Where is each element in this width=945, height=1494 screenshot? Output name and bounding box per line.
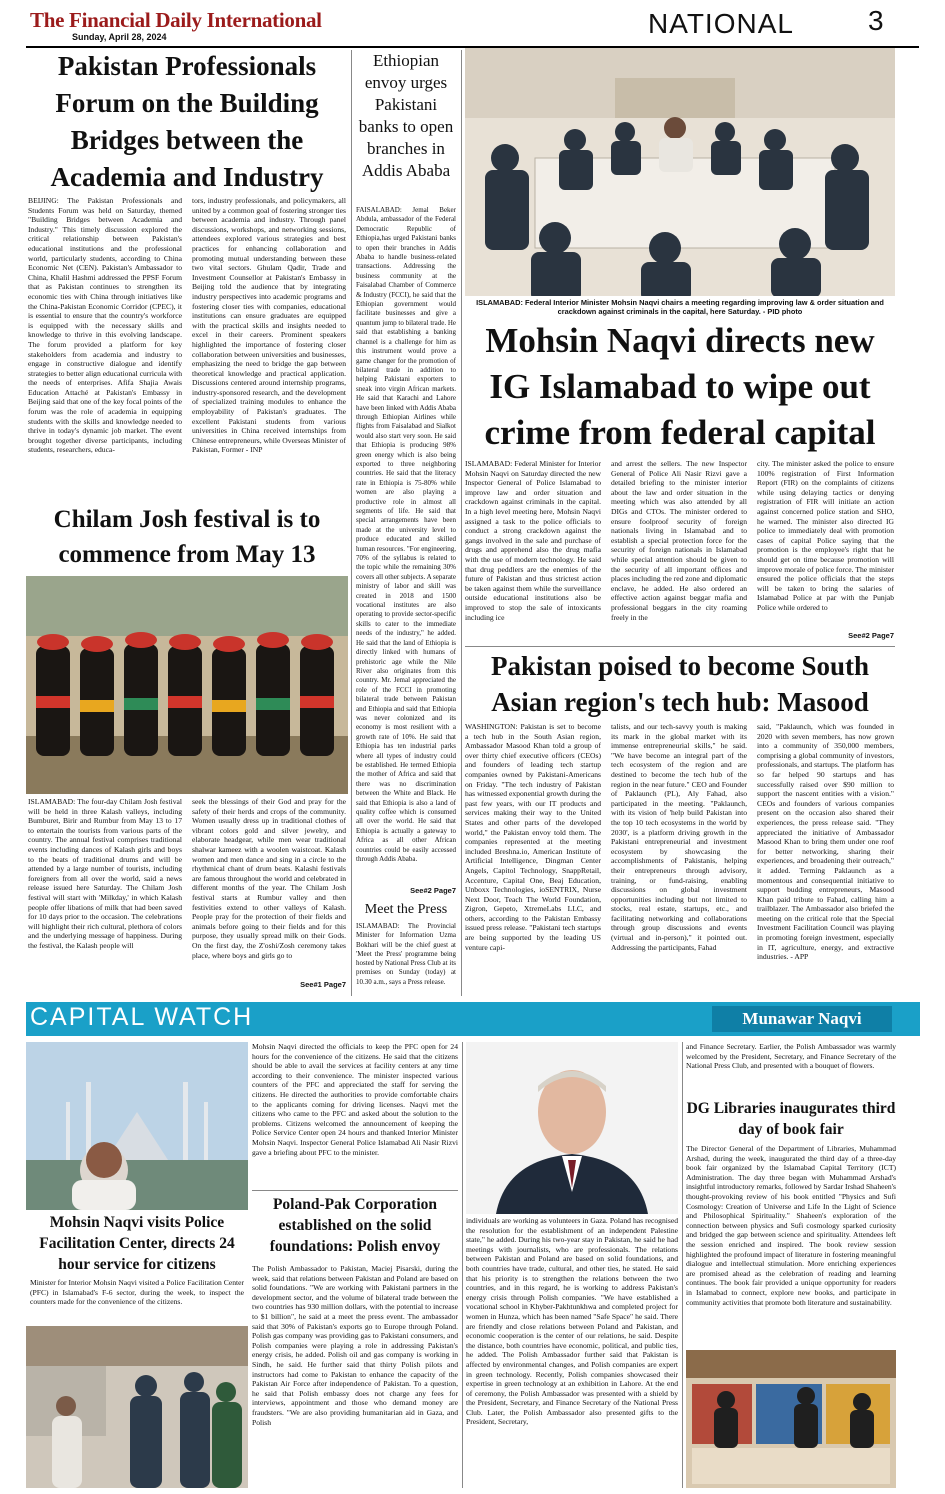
- pfc-body: Mohsin Naqvi directed the officials to keep the PFC open for 24 hours for the convenience of the citizens. He said that the citizens should be able to avail the services at facility centers at any time according to their convenience. The minister inspected various counters of the PFC and appreciated the staff for serving the citizens. He directed the authorities to provide comfortable chairs to the applicants coming for driving licenses. Naqvi met the citizens who came to the PFC and asked about the solution to the problems. Citizens welcomed the announcement of keeping the Police Service Center open 24 hours and thanked Interior Minister Mohsin Naqvi. Inspector General Police Islamabad Ali Nasir Rizvi gave a briefing about PFC to the minister.: [252, 1042, 458, 1157]
- naqvi-col-2: and arrest the sellers. The new Inspector General of Police Ali Nasir Rizvi gave a detailed briefing to the minister interior about the law and order situation in the meeting which was also attended by all DIGs and CTOs. The minister ordered to ensure foolproof security of foreign nationals living in Islamabad and to establish a special protection force for the security of foreign nationals in Islamabad while special attention should be given to the security of all important offices and places including the red zone and diplomatic enclave, he added. He also ordered an effective action against beggar mafia and professional beggars in the city roaming freely in the: [611, 459, 747, 622]
- masood-col-3: said, "Paklaunch, which was founded in 2020 with seven members, has now grown into a community of 350,000 members, comprising a global community of investors, professionals, and startups. The platform has so far helped 90 startups and has successfully raised over $90 million to support the nascent entities with a vision." CEOs and founders of various companies present on the occasion also shared their experiences, the press release said. "They appreciated the initiative of Ambassador Masood Khan to bring them under one roof for better networking, sharing their experiences, and broadening their outreach," it added. Terming Paklaunch as a momentous and consequential initiative to support budding entrepreneurs, Masood Khan paid tribute to Fahad, calling him a trailblazer. The Ambassador also briefed the meeting on the critical role that the Special Investment Facilitation Council was playing in promoting foreign investment, especially in IT, agriculture, energy, and extractive industries. - APP: [757, 722, 894, 962]
- kalash-festival-photo: [26, 576, 348, 794]
- interior-meeting-caption: ISLAMABAD: Federal Interior Minister Mohsin Naqvi chairs a meeting regarding improving law & order situation and crackdown against criminals in the capital, here Saturday. - PID photo: [476, 298, 884, 316]
- section-name: NATIONAL: [648, 8, 794, 39]
- poland-col-1: The Polish Ambassador to Pakistan, Maciej Pisarski, during the week, said that relations between Pakistan and Poland are based on solid foundations. "We are working with Pakistani partners in the development sector, and the volume of bilateral trade between the two countries has 930 million dollars, with the potential to increase to $1 billion", he said at a meet the press event. The ambassador said that 30% of Pakistan's exports go to Europe through Poland. Polish gas company was providing gas to Pakistani consumers, and Polish companies were playing a role in addressing Pakistan's energy crisis, he added. Polish oil and gas company is working in Sindh, he said. He further said that thirty Polish pilots and instructors had come to Pakistan to enhance the capacity of the Pakistan Air Force after independence of Pakistan. To a question, he said that Polish embassy does not charge any fees for interviews, appointment and those who demand money are fraudsters. "We are also providing humanitarian aid in Gaza, and Polish: [252, 1264, 458, 1427]
- interior-meeting-photo: [465, 48, 895, 296]
- polish-ambassador-photo: [466, 1042, 678, 1214]
- poland-col-3: and Finance Secretary. Earlier, the Polish Ambassador was warmly welcomed by the President, Secretary, and Finance Secretary of the National Press Club, and presented with a bouquet of flowers.: [686, 1042, 896, 1071]
- issue-date: Sunday, April 28, 2024: [72, 32, 167, 42]
- libraries-headline: DG Libraries inaugurates third day of book fair: [686, 1100, 896, 1138]
- column-divider: [461, 50, 462, 996]
- naqvi-col-3: city. The minister asked the police to ensure 100% registration of First Information Report (FIR) on the complaints of citizens while using delaying tactics or denying registration of FIR will initiate an action against concerned police station and SHO, he warned. The minister also directed IG police to immediately deal with promotion cases of capital Police saying that the promotion is the employee's right that he should get on time because promotion will improve morale of police force. The minister ensured the police officials that the steps will be taken to bring the salaries of Islamabad Police at par with the Punjab Police while ordered to: [757, 459, 894, 612]
- pfc-intro: Minister for Interior Mohsin Naqvi visited a Police Facilitation Center (PFC) in Islamabad's F-6 sector, during the week, to inspect the counters made for the convenience of the citizens.: [30, 1278, 244, 1307]
- chilam-continued: See#1 Page7: [300, 980, 346, 989]
- chilam-col-2: seek the blessings of their God and pray for the safety of their herds and crops of the community. Women usually dress up in traditional clothes of vibrant colors gold and silver jewelry, and elaborate headgear, while men wear traditional shalwar kameez with a woolen waistcoat. Kalash women and men dance and sing in a circle to the rhythmical chant of drum beats. Kalashi festivals are famous throughout the world and celebrated in different months of the year. The Chilam Josh festival starts at Rumbur valley and then festivities extend to other valleys of Kalash. People pray for the protection of their fields and animals before going to their fields and for this purpose, they usually spread milk on their Gods. On the first day, the Z'oshi/Zosh ceremony takes place, where boys and girls go to: [192, 797, 346, 960]
- story-divider: [465, 646, 895, 647]
- masood-col-2: talists, and our tech-savvy youth is making its mark in the global market with its immense entrepreneurial skills," he said. "We have become an integral part of the tech ecosystem of the region and are destined to become the tech hub of the region in the near future." CEO and Founder of Paklaunch (PL), Aly Fahad, also participated in the meeting. "Paklaunch, with its vision of 'help build Pakistan into the top 10 tech ecosystems in the world by 2030', is a platform driving growth in the Pakistani entrepreneurial and investment ecosystem by showcasing the accomplishments of Pakistanis, helping their entrepreneurs through advisory, training, or fund-raising, enabling discussions on global investment opportunities including but not limited to stocks, real estate, startups, etc., and facilitating networking and collaborations through group discussions and events (virtual and in-person)," it pointed out. Addressing the participants, Fahad: [611, 722, 747, 952]
- forum-col-2: tors, industry professionals, and policymakers, all united by a common goal of fostering stronger ties between academia and industry. Through panel discussions, workshops, and networking sessions, attendees explored various strategies and best practices for enhancing collaboration and promoting mutual understanding between these two vital sectors. Ghulam Qadir, Trade and Investment Counsellor at Pakistan's Embassy in Beijing told the audience that by integrating industry perspectives into academic programs and fostering closer ties with companies, educational institutions can ensure graduates are equipped with the practical skills and insights needed to excel in their careers. Prominent speakers highlighted the importance of fostering closer collaboration between universities and businesses, emphasizing the need to bridge the gap between theoretical knowledge and practical application. Discussions centered around internship programs, industry-sponsored research, and the development of specialized training modules to enhance the employability of Pakistan's graduates. The excellent Pakistani students from various universities in China received internships from Chinese entrepreneurs, while Overseas Minister of Pakistan, Former - INP: [192, 196, 346, 455]
- libraries-body: The Director General of the Department of Libraries, Muhammad Arshad, during the week, inaugurated the third day of a three-day book fair organized by the Islamabad Capital Territory (ICT) Administration. The day three began with Muhammad Arshad's insightful introductory remarks, followed by Sardar Irshad Shaheen's thought-provoking review of his book entitled "Physics and Sufi Cosmology: Creation of Universe and Life In the Light of Science and Philosophical Spirituality." Shaheen's exploration of the connection between physics and Sufi cosmology sparked curiosity and bridged the gap between science and spirituality. Attendees left the session enriched and inspired. The book review session highlighted the profound impact of literature in fostering meaningful dialogue and intellectual stimulation. More enriching experiences are promised ahead as the celebration of reading and learning continues. The book fair provided a unique opportunity for readers in Islamabad to connect, explore new books, and participate in community activities that promote both literature and sustainability.: [686, 1144, 896, 1307]
- columnist-name: Munawar Naqvi: [712, 1006, 892, 1032]
- pfc-headline: Mohsin Naqvi visits Police Facilitation Center, directs 24 hour service for citizens: [39, 1214, 235, 1273]
- pfc-visit-photo: [26, 1326, 248, 1488]
- forum-col-1: BEIJING: The Pakistan Professionals and Students Forum was held on Saturday, themed "Building Bridges between Academia and Industry." This timely discussion explored the critical relationship between Pakistan's educational institutions and the professional world, particularly students, according to China Economic Net (CEN). Pakistan's Ambassador to China, Khalil Hashmi addressed the PPSF Forum that as Pakistan continues to strengthen its economic ties with China through initiatives like the China-Pakistan Economic Corridor (CPEC), it is essential to ensure that the country's workforce is equipped with the necessary skills and knowledge to thrive in this evolving landscape. The forum provided a platform for key stakeholders from academia and industry to engage in constructive dialogue and identify strategies to better align educational curricula with the needs of enterprises. Afifa Shajia Awais Education Attaché at Pakistan's Embassy in Beijing said that one of the key focal points of the forum was the role of academia in equipping students with the skills and knowledge needed to thrive in today's dynamic job market. The event brought together diverse participants, including students, researchers, educa-: [28, 196, 182, 455]
- chilam-headline: Chilam Josh festival is to commence from May 13: [53, 506, 321, 568]
- ethiopia-continued: See#2 Page7: [410, 886, 456, 895]
- naqvi-col-1: ISLAMABAD: Federal Minister for Interior Mohsin Naqvi on Saturday directed the new Inspector General of Police Islamabad to improve law and order situation and crackdown against criminals in the capital. In a high level meeting here, Mohsin Naqvi assigned a task to the police officials to conduct a strong crackdown against the gangs involved in the sale and purchase of drugs and apprehend also the drug mafia with the use of modern technology. He said that drug peddlers are the enemies of the future of Pakistan and thus strictest action be taken against them while the surveillance outside educational institutions also be improved to stop the sale of intoxicants including ice: [465, 459, 601, 622]
- ethiopia-body: FAISALABAD: Jemal Beker Abdula, ambassador of the Federal Democratic Republic of Ethiopia,has urged Pakistani banks to open their branches in Addis Ababa to handle business-related transactions. Addressing the business community at the Faisalabad Chamber of Commerce & Industry (FCCI), he said that the Ethiopian government would facilitate businesses and give a quantum jump to bilateral trade. He said that establishing a banking channel is a challenge for him as this instrument would prove a game changer for the promotion of bilateral trade in addition to helping Pakistani exporters to sneak into virgin African markets. He said that Karachi and Lahore have been linked with Addis Ababa through Ethiopian Airlines while flights from Faisalabad and Sialkot would also start very soon. He said that Ethiopia is producing 98% green energy which is also being exported to three neighboring countries. He said that the literacy rate in Ethiopia is 75-80% while women are also playing a productive role in almost all segments of life. He said that special arrangements have been made at the university level to produce educated and skilled human resources. "For engineering, 70% of the syllabus is related to the topic while the remaining 30% covers all other subjects. A separate ministry of labor and skill was created in 2018 and 1500 vocational institutes are also operating to provide sector-specific skills to cater to the immediate needs of the industry," he added. He said that the land of Ethiopia is directly linked with humans of prehistoric age while the Nile River also originates from this country. Mr. Jemal appreciated the role of the FCCI in promoting bilateral trade between Pakistan and Ethiopia and said that Ethiopia was never colonized and its economy is most resilient with a growth rate of 10%. He said that Ethiopia has ten industrial parks where all types of industry could be established. He termed Ethiopia the mother of Africa and said that there was no discrimination between the White and Black. He said that Ethiopia is also a land of quality coffee which is consumed all over the world. He said that Ethiopia is actually a gateway to Africa as all other African countries could be easily accessed through Addis Ababa.: [356, 206, 456, 864]
- column-divider: [462, 1042, 463, 1488]
- column-divider: [682, 1042, 683, 1488]
- newspaper-title: The Financial Daily International: [30, 8, 322, 32]
- column-divider: [351, 50, 352, 996]
- masood-col-1: WASHINGTON: Pakistan is set to become a tech hub in the South Asian region, Ambassador Masood Khan told a group of over thirty chief executive officers (CEOs) and founders of leading tech startup companies owned by Pakistani-Americans on Friday. "The tech industry of Pakistan has witnessed exponential growth during the past few years, with our IT products and services making their way to the United States and other parts of the developed world," the Pakistan envoy told them. The companies represented at the meeting included Breshna.io, American Institute of Artificial Intelligence, Dingman Center Angels, Capitol Technology, SnappRetail, Accenture, Capital One, Beaj Education, Unboxx Technologies, ioSENTRIX, Nurse Next Door, Teach The World Foundation, Zigron, Gepeto, XtremeLabs LLC, and others, according to the Pakistan Embassy issued press release. "Pakistani tech startups are being supported by the leading US venture capi-: [465, 722, 601, 952]
- book-fair-photo: [686, 1350, 896, 1488]
- forum-headline: Pakistan Professionals Forum on the Building Bridges between the Academia and Industry: [50, 51, 324, 192]
- masood-headline: Pakistan poised to become South Asian region's tech hub: Masood: [490, 651, 870, 717]
- ethiopia-headline: Ethiopian envoy urges Pakistani banks to open branches in Addis Ababa: [358, 51, 454, 180]
- naqvi-headline: Mohsin Naqvi directs new IG Islamabad to wipe out crime from federal capital: [484, 321, 876, 452]
- meet-press-body: ISLAMABAD: The Provincial Minister for Information Uzma Bokhari will be the chief guest at 'Meet the Press' programme being hosted by National Press Club at its premises on Sunday (today) at 10.30 a.m., says a Press release.: [356, 922, 456, 986]
- meet-press-headline: Meet the Press: [364, 902, 448, 917]
- capital-watch-title: CAPITAL WATCH: [30, 1003, 254, 1031]
- chilam-col-1: ISLAMABAD: The four-day Chilam Josh festival will be held in three Kalash valleys, including Bumburet, Birir and Rumbur from May 13 to 17 to entertain the tourists from various parts of the country. The annual festival comprises traditional events including dances of Kalash girls and boys to the beats of traditional drums and will be attended by a large number of tourists, including foreigners from all over the world, said a news release issued here Saturday. The Chilam Josh festival will start with 'Milkday,' in which Kalash people offer libations of milk that had been saved for 10 days prior to the occasion. The celebrations will highlight their rich cultural, plethora of colors and the underlying message of happiness. During the festival, the Kalash people will: [28, 797, 182, 950]
- faisal-mosque-naqvi-photo: [26, 1042, 248, 1210]
- naqvi-continued: See#2 Page7: [848, 631, 894, 640]
- poland-col-2: individuals are working as volunteers in Gaza. Poland has recognised the resolution for the establishment of an independent Palestine state," he added. During his two-year stay in Pakistan, he said he had meetings with journalists, who are professionals. The relations between Pakistan and Poland are based on solid foundations, and both countries have trade, cultural, and other ties, he stated. He said that his priority is to strengthen the relations between the two countries, and in this regard, he is working to address Pakistan's energy crisis through Polish companies. "We have established a vocational school in Khyber-Pakhtunkhwa and completed project for women in Hunza, which has been named "Safe Space" he said. There are friendly and close relations between Poland and Pakistan, and economic cooperation is the center of our relations, he said. Despite the distance, both countries have economic, political, and public ties, he added. The Polish Ambassador further said that Pakistan is affected by environmental changes, and Polish companies are expert in green technology. Recently, Polish companies showcased their expertise in green technology at an exhibition in Lahore. At the end of ceremony, the Polish Ambassador was presented with a shield by the President, Secretary, and Finance Secretary of the National Press Club. Later, the Polish Ambassador also presented gifts to the President, Secretary,: [466, 1216, 678, 1427]
- poland-headline: Poland-Pak Corporation established on the solid foundations: Polish envoy: [269, 1196, 441, 1255]
- story-divider: [252, 1190, 458, 1191]
- page-number: 3: [868, 5, 884, 36]
